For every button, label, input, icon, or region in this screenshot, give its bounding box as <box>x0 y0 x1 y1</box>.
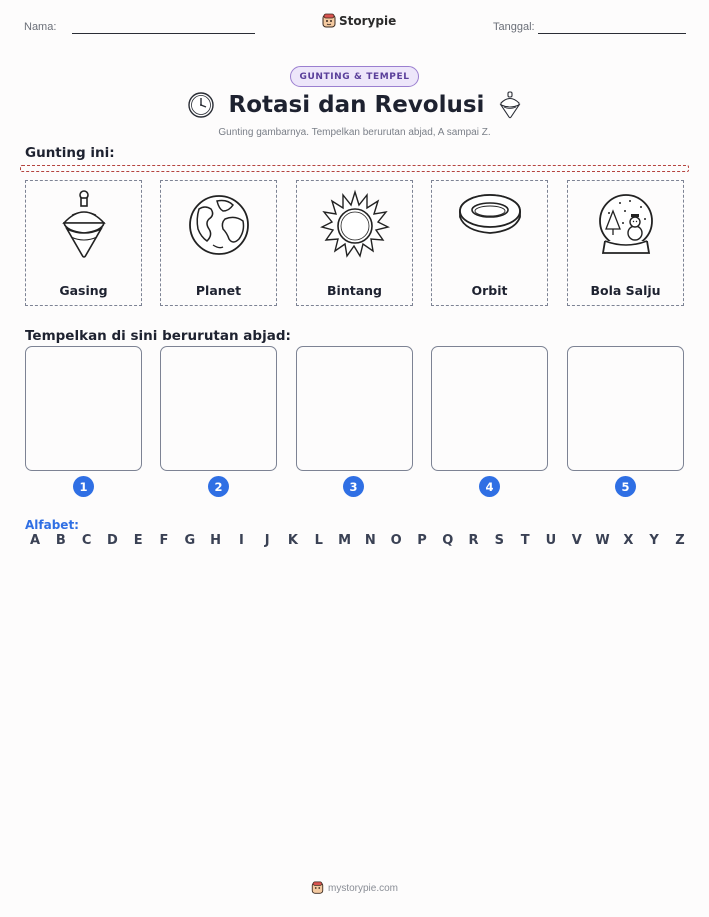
alphabet-letter: J <box>264 533 270 548</box>
name-line <box>72 33 255 34</box>
alphabet-letter: E <box>133 533 143 548</box>
alphabet-letter: Q <box>442 533 454 548</box>
paste-slot-3[interactable] <box>296 346 413 471</box>
page-title: Rotasi dan Revolusi <box>228 92 485 118</box>
alphabet-letter: A <box>29 533 41 548</box>
alphabet-letter: C <box>81 533 92 548</box>
alphabet-letter: P <box>417 533 427 548</box>
alphabet-letter: U <box>545 533 557 548</box>
alphabet-letter: V <box>571 533 582 548</box>
alphabet-letter: H <box>210 533 222 548</box>
card-label: Bola Salju <box>590 283 661 298</box>
footer-url[interactable]: mystorypie.com <box>327 882 398 894</box>
storypie-mascot-icon <box>311 881 324 895</box>
alphabet-letter: W <box>595 533 610 548</box>
earth-icon <box>187 189 251 259</box>
alphabet-heading: Alfabet: <box>25 518 79 532</box>
card-label: Bintang <box>327 283 382 298</box>
spinning-top-icon <box>498 90 522 120</box>
alphabet-letter: R <box>468 533 479 548</box>
cut-line <box>20 165 689 172</box>
slot-number-2: 2 <box>208 476 229 497</box>
alphabet-row <box>25 533 690 548</box>
paste-slot-4[interactable] <box>431 346 548 471</box>
date-label: Tanggal: <box>493 21 535 33</box>
alphabet-letter: O <box>390 533 402 548</box>
alphabet-letter: K <box>287 533 298 548</box>
alphabet-letter: Z <box>675 533 685 548</box>
cut-card-bintang[interactable] <box>296 180 413 306</box>
alphabet-letter: G <box>184 533 196 548</box>
card-label: Gasing <box>59 283 108 298</box>
alphabet-letter: L <box>314 533 323 548</box>
ring-icon <box>455 189 525 239</box>
paste-heading: Tempelkan di sini berurutan abjad: <box>25 328 291 344</box>
card-label: Planet <box>195 283 242 298</box>
snow-globe-icon <box>595 189 657 265</box>
spinning-top-icon <box>56 189 112 265</box>
alphabet-letter: S <box>494 533 505 548</box>
paste-slot-5[interactable] <box>567 346 684 471</box>
cut-heading: Gunting ini: <box>25 145 115 161</box>
alphabet-letter: I <box>238 533 244 548</box>
date-line <box>538 33 686 34</box>
footer <box>0 881 709 895</box>
paste-slot-2[interactable] <box>160 346 277 471</box>
sun-icon <box>320 189 390 261</box>
instructions: Gunting gambarnya. Tempelkan berurutan abjad, A sampai Z. <box>218 127 491 138</box>
brand-logo <box>322 13 396 29</box>
cut-card-planet[interactable] <box>160 180 277 306</box>
clock-icon <box>187 91 215 119</box>
slot-number-1: 1 <box>73 476 94 497</box>
alphabet-letter: N <box>364 533 376 548</box>
brand-name: Storypie <box>339 14 397 28</box>
alphabet-letter: F <box>159 533 169 548</box>
cut-card-orbit[interactable] <box>431 180 548 306</box>
cut-card-gasing[interactable] <box>25 180 142 306</box>
alphabet-letter: T <box>520 533 530 548</box>
slot-number-3: 3 <box>343 476 364 497</box>
alphabet-letter: Y <box>649 533 659 548</box>
slot-number-5: 5 <box>615 476 636 497</box>
alphabet-letter: X <box>623 533 634 548</box>
slot-number-4: 4 <box>479 476 500 497</box>
activity-badge: GUNTING & TEMPEL <box>290 66 419 87</box>
alphabet-letter: M <box>338 533 352 548</box>
card-label: Orbit <box>471 283 508 298</box>
alphabet-letter: D <box>106 533 118 548</box>
paste-slot-1[interactable] <box>25 346 142 471</box>
storypie-mascot-icon <box>322 13 336 29</box>
title-row <box>0 90 709 120</box>
name-label: Nama: <box>24 21 57 33</box>
cut-card-bola-salju[interactable] <box>567 180 684 306</box>
alphabet-letter: B <box>55 533 66 548</box>
